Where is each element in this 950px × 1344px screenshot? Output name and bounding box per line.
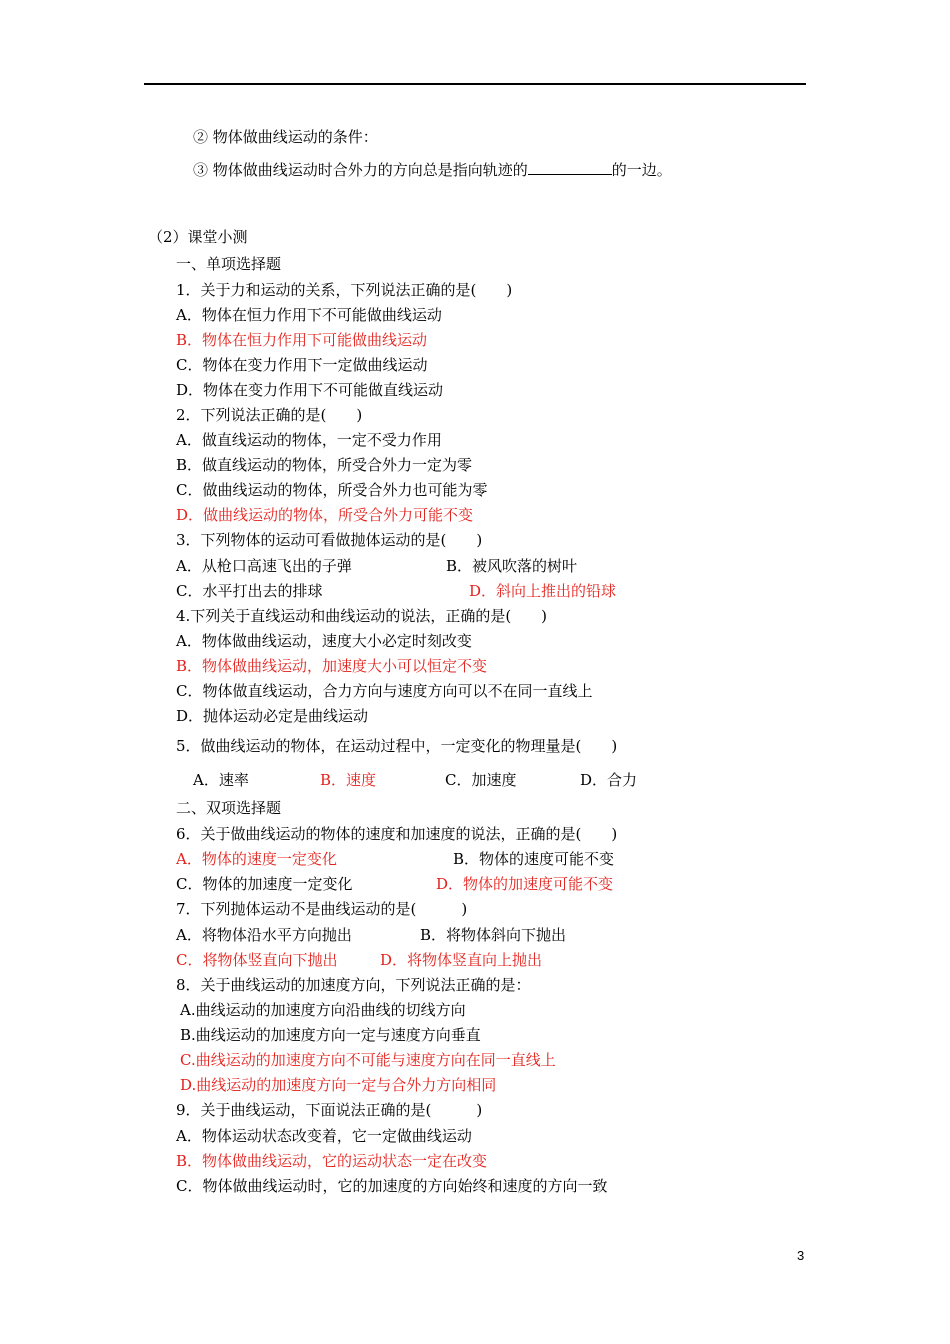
q9-option-c: C．物体做曲线运动时，它的加速度的方向始终和速度的方向一致 <box>176 1177 608 1195</box>
page-number: 3 <box>797 1248 805 1263</box>
q4-stem: 4.下列关于直线运动和曲线运动的说法，正确的是( ) <box>176 607 548 625</box>
q6-option-b: B．物体的速度可能不变 <box>453 850 615 868</box>
q5-option-b: B．速度 <box>320 771 377 789</box>
part2-title: 二、双项选择题 <box>176 799 282 817</box>
q5-option-c: C．加速度 <box>445 771 517 789</box>
q9-option-b: B．物体做曲线运动，它的运动状态一定在改变 <box>176 1152 488 1170</box>
fill-blank <box>528 159 612 175</box>
q5-option-d: D．合力 <box>580 771 638 789</box>
q4-option-a: A．物体做曲线运动，速度大小必定时刻改变 <box>176 632 472 650</box>
q7-option-a: A．将物体沿水平方向抛出 <box>176 926 352 944</box>
q2-option-c: C．做曲线运动的物体，所受合外力也可能为零 <box>176 481 488 499</box>
intro-item-2: ② 物体做曲线运动的条件： <box>193 128 378 146</box>
part1-title: 一、单项选择题 <box>176 255 282 273</box>
q7-option-c: C．将物体竖直向下抛出 <box>176 951 338 969</box>
header-rule <box>144 83 806 85</box>
q3-option-a: A．从枪口高速飞出的子弹 <box>176 557 352 575</box>
q8-option-a: A.曲线运动的加速度方向沿曲线的切线方向 <box>180 1001 466 1019</box>
q2-stem: 2．下列说法正确的是( ) <box>176 406 363 424</box>
intro-item-3-before: ③ 物体做曲线运动时合外力的方向总是指向轨迹的 <box>193 161 528 179</box>
q6-option-a: A．物体的速度一定变化 <box>176 850 337 868</box>
q1-option-c: C．物体在变力作用下一定做曲线运动 <box>176 356 428 374</box>
q4-option-b: B．物体做曲线运动，加速度大小可以恒定不变 <box>176 657 488 675</box>
q9-option-a: A．物体运动状态改变着，它一定做曲线运动 <box>176 1127 472 1145</box>
q7-option-d: D．将物体竖直向上抛出 <box>380 951 543 969</box>
q7-option-b: B．将物体斜向下抛出 <box>420 926 567 944</box>
intro-item-3 <box>193 159 672 180</box>
q3-option-c: C．水平打出去的排球 <box>176 582 323 600</box>
q2-option-d: D．做曲线运动的物体，所受合外力可能不变 <box>176 506 474 524</box>
q1-option-b: B．物体在恒力作用下可能做曲线运动 <box>176 331 428 349</box>
q3-stem: 3．下列物体的运动可看做抛体运动的是( ) <box>176 531 483 549</box>
intro-item-3-after: 的一边。 <box>611 161 672 179</box>
q8-option-c: C.曲线运动的加速度方向不可能与速度方向在同一直线上 <box>180 1051 556 1069</box>
q6-stem: 6．关于做曲线运动的物体的速度和加速度的说法，正确的是( ) <box>176 825 618 843</box>
q1-option-d: D．物体在变力作用下不可能做直线运动 <box>176 381 444 399</box>
q4-option-d: D．抛体运动必定是曲线运动 <box>176 707 369 725</box>
q7-stem: 7．下列抛体运动不是曲线运动的是( ) <box>176 900 468 918</box>
q9-stem: 9．关于曲线运动，下面说法正确的是( ) <box>176 1101 483 1119</box>
section-title: （2）课堂小测 <box>148 228 248 246</box>
q5-stem: 5．做曲线运动的物体，在运动过程中，一定变化的物理量是( ) <box>176 737 618 755</box>
q4-option-c: C．物体做直线运动，合力方向与速度方向可以不在同一直线上 <box>176 682 593 700</box>
q1-stem: 1．关于力和运动的关系，下列说法正确的是( ) <box>176 281 513 299</box>
q6-option-d: D．物体的加速度可能不变 <box>436 875 614 893</box>
q2-option-b: B．做直线运动的物体，所受合外力一定为零 <box>176 456 473 474</box>
q8-stem: 8．关于曲线运动的加速度方向，下列说法正确的是： <box>176 976 531 994</box>
q8-option-b: B.曲线运动的加速度方向一定与速度方向垂直 <box>180 1026 481 1044</box>
q8-option-d: D.曲线运动的加速度方向一定与合外力方向相同 <box>180 1076 497 1094</box>
q5-option-a: A．速率 <box>193 771 249 789</box>
q1-option-a: A．物体在恒力作用下不可能做曲线运动 <box>176 306 442 324</box>
q3-option-b: B．被风吹落的树叶 <box>446 557 578 575</box>
q6-option-c: C．物体的加速度一定变化 <box>176 875 353 893</box>
q3-option-d: D．斜向上推出的铅球 <box>469 582 617 600</box>
q2-option-a: A．做直线运动的物体，一定不受力作用 <box>176 431 442 449</box>
